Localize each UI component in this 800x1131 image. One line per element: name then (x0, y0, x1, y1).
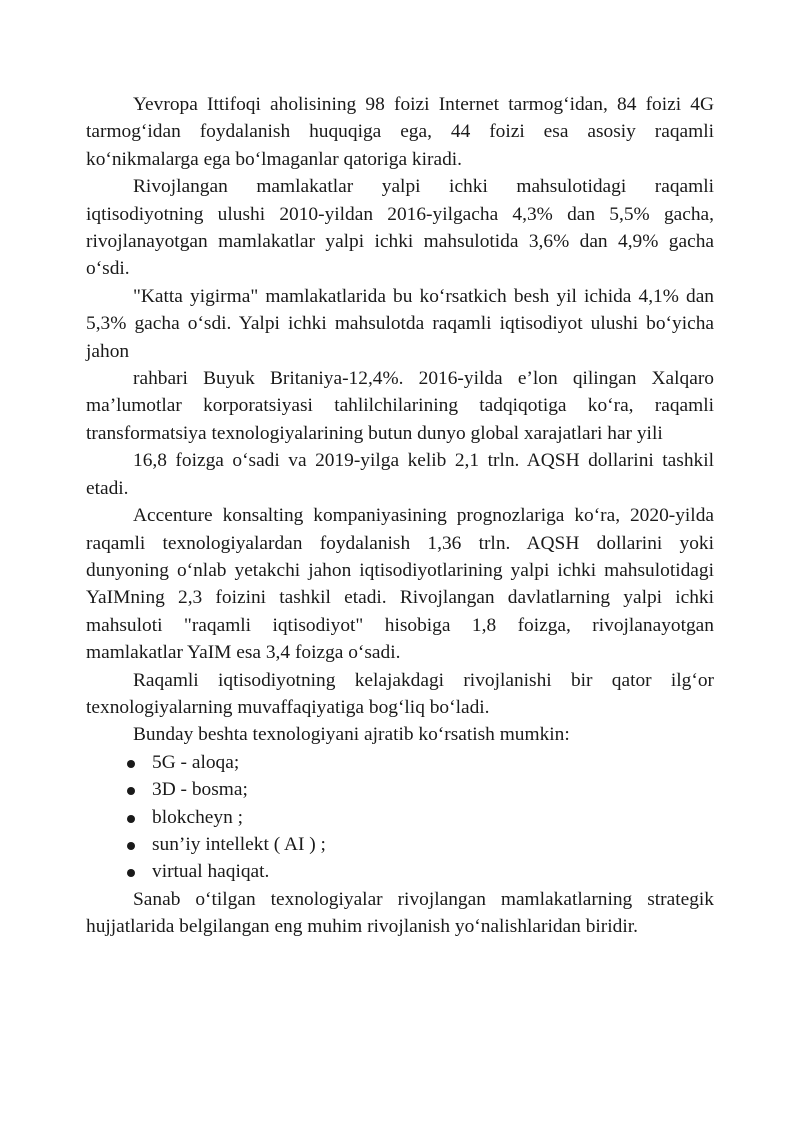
paragraph: 16,8 foizga o‘sadi va 2019-yilga kelib 2,1 trln. AQSH dollarini tashkil etadi. (86, 450, 714, 499)
closing-paragraph: Sanab o‘tilgan texnologiyalar rivojlangan mamlakatlarning strategik hujjatlarida belgilangan eng muhim rivojlanish yo‘nalishlaridan biridir. (86, 888, 714, 938)
bullet-icon (127, 869, 135, 877)
bullet-icon (127, 760, 135, 768)
list-item-text: 5G - aloqa; (152, 751, 240, 773)
paragraph: Raqamli iqtisodiyotning kelajakdagi rivojlanishi bir qator ilg‘or texnologiyalarning muvaffaqiyatiga bog‘liq bo‘ladi. (86, 669, 714, 718)
paragraph: Rivojlangan mamlakatlar yalpi ichki mahsulotidagi raqamli iqtisodiyotning ulushi 2010-yildan 2016-yilgacha 4,3% dan 5,5% gacha, rivojlanayotgan mamlakatlar yalpi ichki mahsulotida 3,6% dan 4,9% gacha o‘sdi. (86, 176, 714, 280)
list-item (126, 858, 714, 885)
paragraph: "Katta yigirma" mamlakatlarida bu ko‘rsatkich besh yil ichida 4,1% dan 5,3% gacha o‘sdi. Yalpi ichki mahsulotda raqamli iqtisodiyot ulushi bo‘yicha jahon (86, 285, 714, 362)
list-item (126, 776, 714, 803)
paragraph: Yevropa Ittifoqi aholisining 98 foizi Internet tarmog‘idan, 84 foizi 4G tarmog‘idan foydalanish huquqiga ega, 44 foizi esa asosiy raqamli ko‘nikmalarga ega bo‘lmaganlar qatoriga kiradi. (86, 94, 714, 170)
paragraph: rahbari Buyuk Britaniya-12,4%. 2016-yilda e’lon qilingan Xalqaro ma’lumotlar korporatsiyasi tahlilchilarining tadqiqotiga ko‘ra, raqamli transformatsiya texnologiyalarining butun dunyo global xarajatlari har yili (86, 368, 714, 444)
paragraph: Bunday beshta texnologiyani ajratib ko‘rsatish mumkin: (133, 724, 570, 746)
bullet-icon (127, 815, 135, 823)
paragraph: Accenture konsalting kompaniyasining prognozlariga ko‘ra, 2020-yilda raqamli texnologiyalardan foydalanish 1,36 trln. AQSH dollarini yoki dunyoning o‘nlab yetakchi jahon iqtisodiyotlarining yalpi ichki mahsulotidagi YaIMning 2,3 foizini tashkil etadi. Rivojlangan davlatlarning yalpi ichki mahsuloti "raqamli iqtisodiyot" hisobiga 1,8 foizga, rivojlanayotgan mamlakatlar YaIM esa 3,4 foizga o‘sadi. (86, 505, 714, 664)
list-item-text: virtual haqiqat. (152, 861, 270, 883)
list-item-text: 3D - bosma; (152, 779, 248, 801)
list-item-text: blokcheyn ; (152, 806, 244, 828)
bullet-icon (127, 787, 135, 795)
list-item-text: sun’iy intellekt ( AI ) ; (152, 833, 326, 855)
list-item (126, 831, 714, 858)
bullet-icon (127, 842, 135, 850)
list-item (126, 749, 714, 776)
document-body (86, 91, 714, 941)
list-item (126, 804, 714, 831)
technology-list (86, 749, 714, 886)
